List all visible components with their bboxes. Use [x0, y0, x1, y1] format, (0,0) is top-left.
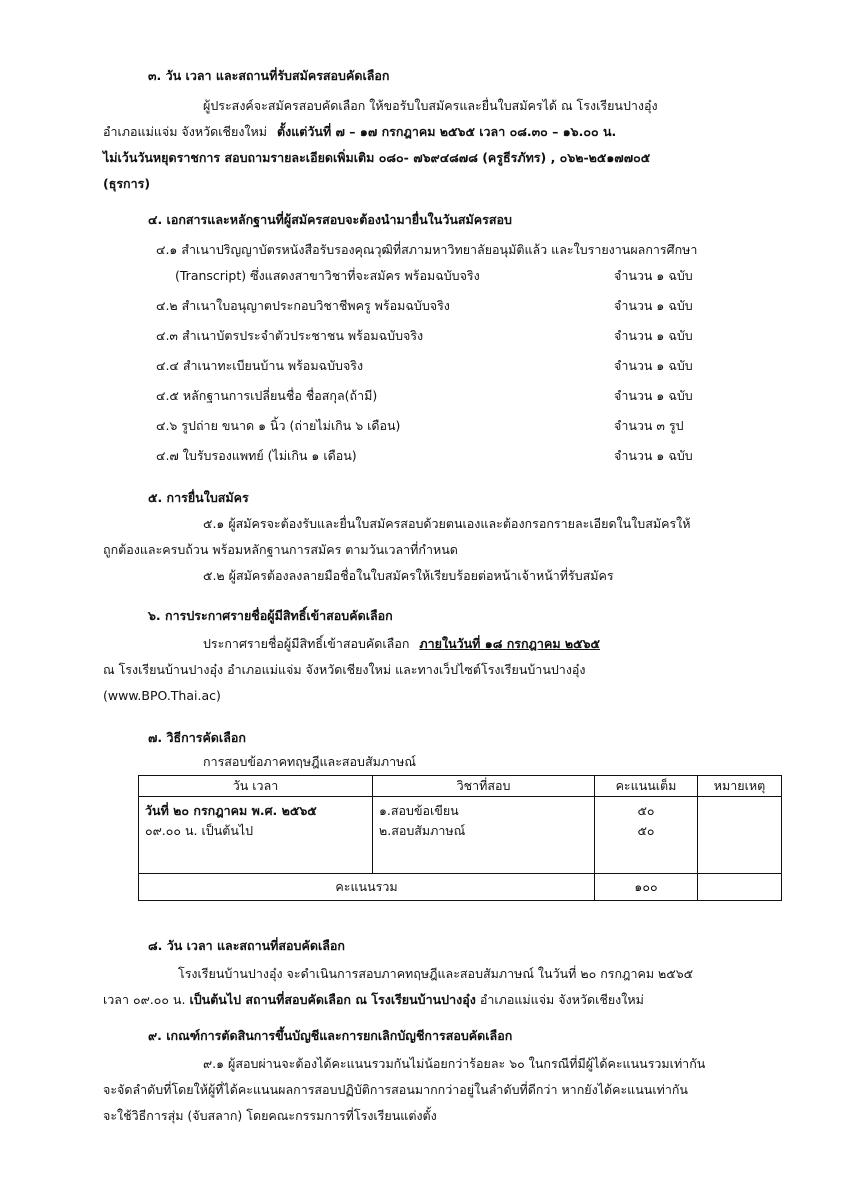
total-label: คะแนนรวม [139, 874, 595, 901]
selection-table [138, 775, 782, 901]
section-4-heading: ๔. เอกสารและหลักฐานที่ผู้สมัครสอบจะต้องนำมายื่นในวันสมัครสอบ [148, 212, 512, 227]
section-5-heading: ๕. การยื่นใบสมัคร [148, 490, 249, 505]
cell-subjects [373, 797, 595, 874]
section-9-line-2: จะจัดลำดับที่โดยให้ผู้ที่ได้คะแนนผลการสอบปฏิบัติการสอนมากกว่าอยู่ในลำดับที่ดีกว่า หากยังได้คะแนนเท่ากัน [103, 1082, 688, 1097]
doc-item-3: ๔.๓ สำเนาบัตรประจำตัวประชาชน พร้อมฉบับจริง [156, 328, 424, 343]
total-value: ๑๐๐ [595, 874, 698, 901]
section-9-line-3: จะใช้วิธีการสุ่ม (จับสลาก) โดยคณะกรรมการที่โรงเรียนแต่งตั้ง [103, 1108, 437, 1123]
table-row [139, 797, 782, 874]
section-6-heading: ๖. การประกาศรายชื่อผู้มีสิทธิ์เข้าสอบคัดเลือก [148, 608, 393, 623]
exam-date: วันที่ ๒๐ กรกฎาคม พ.ศ. ๒๕๖๕ [145, 803, 317, 818]
table-total-row [139, 874, 782, 901]
section-6-line-2: ณ โรงเรียนบ้านปางอุ๋ง อำเภอแม่แจ่ม จังหวัดเชียงใหม่ และทางเว็ปไซต์โรงเรียนบ้านปางอุ๋ง [103, 662, 586, 677]
cell-date-time [139, 797, 373, 874]
exam-start-time: เวลา ๐๙.๐๐ น. [103, 992, 186, 1007]
announce-date: ภายในวันที่ ๑๘ กรกฎาคม ๒๕๖๕ [419, 636, 601, 651]
exam-district: อำเภอแม่แจ่ม จังหวัดเชียงใหม่ [479, 992, 644, 1007]
section-3-line-2 [103, 122, 616, 142]
doc-item-1-qty: จำนวน ๑ ฉบับ [614, 268, 693, 283]
col-remark: หมายเหตุ [698, 776, 782, 797]
doc-item-6-qty: จำนวน ๓ รูป [614, 418, 684, 433]
section-5-line-3: ๕.๒ ผู้สมัครต้องลงลายมือชื่อในใบสมัครให้เรียบร้อยต่อหน้าเจ้าหน้าที่รับสมัคร [203, 568, 614, 583]
doc-item-6: ๔.๖ รูปถ่าย ขนาด ๑ นิ้ว (ถ่ายไม่เกิน ๖ เดือน) [156, 418, 401, 433]
section-8-line-1: โรงเรียนบ้านปางอุ๋ง จะดำเนินการสอบภาคทฤษฎีและสอบสัมภาษณ์ ในวันที่ ๒๐ กรกฎาคม ๒๕๖๕ [178, 966, 694, 981]
section-6-website: (www.BPO.Thai.ac) [103, 688, 221, 703]
subject-1: ๑.สอบข้อเขียน [379, 803, 459, 818]
doc-item-5: ๔.๕ หลักฐานการเปลี่ยนชื่อ ชื่อสกุล(ถ้ามี) [156, 388, 378, 403]
section-3-line-3: ไม่เว้นวันหยุดราชการ สอบถามรายละเอียดเพิ่มเติม ๐๘๐- ๗๖๙๔๘๗๘ (ครูธีรภัทร) , ๐๖๒-๒๕๑๗๗๐๕ [103, 150, 651, 165]
exam-time: ๐๙.๐๐ น. เป็นต้นไป [145, 823, 254, 838]
doc-item-7-qty: จำนวน ๑ ฉบับ [614, 448, 693, 463]
doc-item-4-qty: จำนวน ๑ ฉบับ [614, 358, 693, 373]
doc-item-7: ๔.๗ ใบรับรองแพทย์ (ไม่เกิน ๑ เดือน) [156, 448, 357, 463]
section-9-heading: ๙. เกณฑ์การตัดสินการขึ้นบัญชีและการยกเลิกบัญชีการสอบคัดเลือก [148, 1028, 513, 1043]
doc-item-1-cont: (Transcript) ซึ่งแสดงสาขาวิชาที่จะสมัคร พร้อมฉบับจริง [175, 268, 480, 283]
section-7-subheading: การสอบข้อภาคทฤษฎีและสอบสัมภาษณ์ [203, 754, 416, 769]
section-3-heading: ๓. วัน เวลา และสถานที่รับสมัครสอบคัดเลือก [148, 68, 390, 83]
cell-remark [698, 797, 782, 874]
doc-item-5-qty: จำนวน ๑ ฉบับ [614, 388, 693, 403]
score-1: ๕๐ [637, 803, 655, 818]
section-3-line-4: (ธุรการ) [103, 176, 151, 191]
doc-item-3-qty: จำนวน ๑ ฉบับ [614, 328, 693, 343]
section-8-heading: ๘. วัน เวลา และสถานที่สอบคัดเลือก [148, 938, 345, 953]
section-5-line-1: ๕.๑ ผู้สมัครจะต้องรับและยื่นใบสมัครสอบด้วยตนเองและต้องกรอกรายละเอียดในใบสมัครให้ [203, 516, 691, 531]
subject-2: ๒.สอบสัมภาษณ์ [379, 823, 466, 838]
cell-scores [595, 797, 698, 874]
doc-item-1: ๔.๑ สำเนาปริญญาบัตรหนังสือรับรองคุณวุฒิที่สภามหาวิทยาลัยอนุมัติแล้ว และใบรายงานผลการศึกษา [156, 242, 698, 257]
announce-text: ประกาศรายชื่อผู้มีสิทธิ์เข้าสอบคัดเลือก [203, 636, 410, 651]
score-2: ๕๐ [637, 823, 655, 838]
exam-location: เป็นต้นไป สถานที่สอบคัดเลือก ณ โรงเรียนบ้านปางอุ๋ง [189, 992, 476, 1007]
doc-item-2: ๔.๒ สำเนาใบอนุญาตประกอบวิชาชีพครู พร้อมฉบับจริง [156, 298, 450, 313]
doc-item-2-qty: จำนวน ๑ ฉบับ [614, 298, 693, 313]
table-header-row [139, 776, 782, 797]
col-date-time: วัน เวลา [139, 776, 373, 797]
section-8-line-2 [103, 990, 644, 1010]
section-6-line-1 [203, 634, 600, 654]
col-full-score: คะแนนเต็ม [595, 776, 698, 797]
section-3-district: อำเภอแม่แจ่ม จังหวัดเชียงใหม่ [103, 124, 268, 139]
col-subject: วิชาที่สอบ [373, 776, 595, 797]
section-5-line-2: ถูกต้องและครบถ้วน พร้อมหลักฐานการสมัคร ตามวันเวลาที่กำหนด [103, 542, 458, 557]
section-3-dates: ตั้งแต่วันที่ ๗ – ๑๗ กรกฎาคม ๒๕๖๕ เวลา ๐๘.๓๐ – ๑๖.๐๐ น. [277, 124, 617, 139]
section-7-heading: ๗. วิธีการคัดเลือก [148, 730, 246, 745]
section-3-line-1: ผู้ประสงค์จะสมัครสอบคัดเลือก ให้ขอรับใบสมัครและยื่นใบสมัครได้ ณ โรงเรียนปางอุ๋ง [203, 98, 658, 113]
doc-item-4: ๔.๔ สำเนาทะเบียนบ้าน พร้อมฉบับจริง [156, 358, 364, 373]
section-9-line-1: ๙.๑ ผู้สอบผ่านจะต้องได้คะแนนรวมกันไม่น้อยกว่าร้อยละ ๖๐ ในกรณีที่มีผู้ได้คะแนนรวมเท่ากัน [203, 1056, 706, 1071]
total-remark [698, 874, 782, 901]
